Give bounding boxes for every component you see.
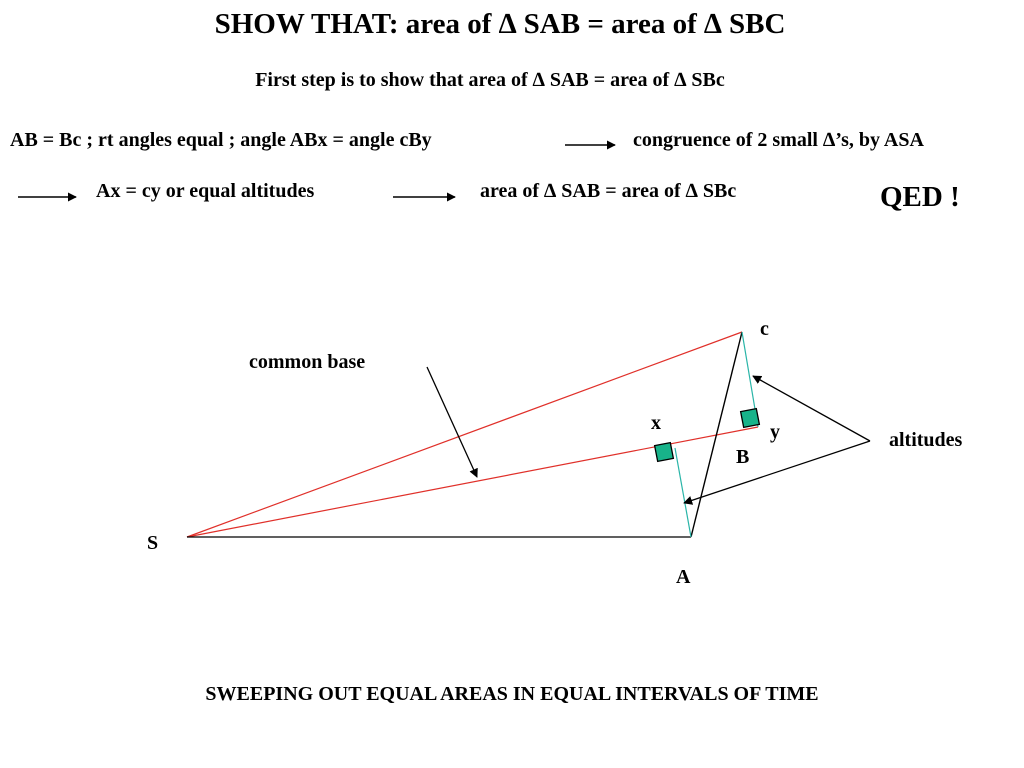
proof-line1-right: congruence of 2 small ∆’s, by ASA — [633, 129, 924, 151]
qed-label: QED ! — [880, 181, 960, 213]
proof-line2-right: area of ∆ SAB = area of ∆ SBc — [480, 180, 737, 202]
proof-line1-left: AB = Bc ; rt angles equal ; angle ABx = angle cBy — [10, 129, 432, 151]
line-S-B — [187, 427, 758, 537]
right-angle-marker-y — [741, 409, 760, 428]
point-c-label: c — [760, 318, 769, 340]
subtitle: First step is to show that area of ∆ SAB = area of ∆ SBc — [255, 69, 725, 91]
point-B-label: B — [736, 446, 750, 468]
altitudes-label: altitudes — [889, 429, 963, 451]
point-A-label: A — [676, 566, 691, 588]
common-base-label: common base — [249, 351, 366, 373]
point-y-label: y — [770, 421, 780, 443]
point-x-label: x — [651, 412, 661, 434]
point-S-label: S — [147, 532, 159, 554]
proof-line2-left: Ax = cy or equal altitudes — [96, 180, 315, 202]
line-A-c — [691, 332, 742, 537]
page-title: SHOW THAT: area of ∆ SAB = area of ∆ SBC — [214, 8, 786, 40]
right-angle-marker-x — [655, 443, 674, 462]
common-base-arrow — [427, 367, 477, 477]
altitude-A-x — [675, 448, 691, 537]
footer-caption: SWEEPING OUT EQUAL AREAS IN EQUAL INTERVALS OF TIME — [205, 683, 819, 705]
